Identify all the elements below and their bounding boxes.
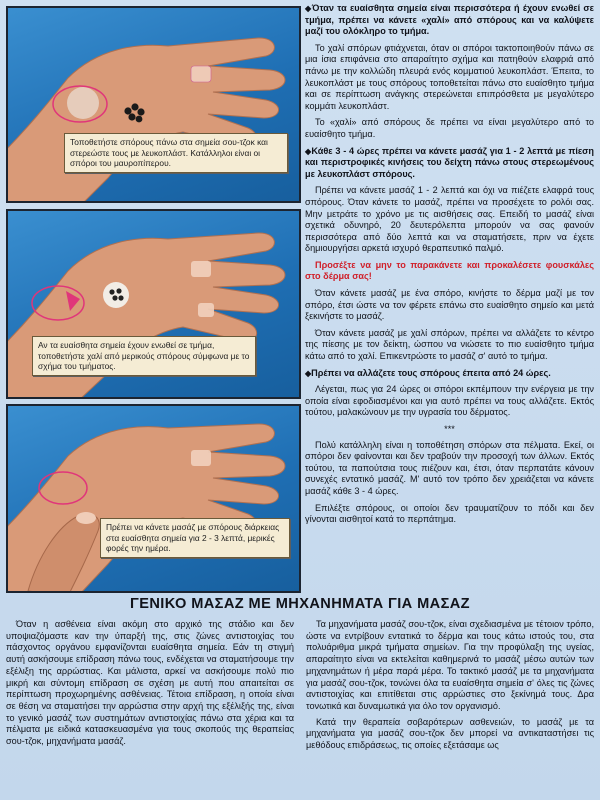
hand-photo-massage xyxy=(6,404,301,593)
paragraph: Όταν κάνετε μασάζ με χαλί σπόρων, πρέπει να αλλάζετε το κέντρο της πίεσης με τον δείκτη, ώσπου να νιώσετε το πιο ευαίσθητο τμήμα κάτω από το χαλί. Επικεντρώστε το μασάζ σ' αυτό το τμήμα. xyxy=(305,327,594,362)
caption-2: Αν τα ευαίσθητα σημεία έχουν ενωθεί σε τμήμα, τοποθετήστε χαλί από μερικούς σπόρους σύμφωνα με το σχήμα του τμήματος. xyxy=(32,336,256,376)
paragraph: Λέγεται, πως για 24 ώρες οι σπόροι εκπέμπουν την ενέργεια με την οποία είναι εφοδιασμένοι και για αυτό πρέπει να τους αλλάζετε. Εκτός τούτου, μαλακώνουν με την υγρασία του δέρματος. xyxy=(305,384,594,418)
hand-illustration-3 xyxy=(8,406,299,591)
bullet-paragraph-3: ◆ Πρέπει να αλλάζετε τους σπόρους έπειτα από 24 ώρες. xyxy=(305,368,594,380)
bottom-left-column xyxy=(6,619,294,752)
caption-3: Πρέπει να κάνετε μασάζ με σπόρους διάρκειας στα ευαίσθητα σημεία για 2 - 3 λεπτά, μερικές φορές την ημέρα. xyxy=(100,518,290,558)
paragraph: Όταν κάνετε μασάζ με ένα σπόρο, κινήστε το δέρμα μαζί με τον σπόρο, έτσι ώστε να τον φέρετε επάνω στο ευαίσθητο σημείο και μετά ξεκινήστε το μασάζ. xyxy=(305,288,594,322)
paragraph: Όταν η ασθένεια είναι ακόμη στο αρχικό της στάδιο και δεν υποψιαζόμαστε καν την ύπαρξή της, στις ζώνες αντιστοιχίας του πάσχοντος οργάνου εμφανίζονται ευαίσθητα σημεία. Εάν τη στιγμή αυτή ασκήσουμε επίδραση πάνω τους, ενδέχεται να σταματήσουμε την εξέλιξη της αρρώστιας. Και μάλιστα, αρκεί να ασκήσουμε πολύ πιο μικρή και σύντομη επίδραση σε σχέση με αυτή που απαιτείται σε περίπτωση προχωρημένης ασθένειας. Τέτοια επίδραση, η οποία είναι σε θέση να σταματήσει την αρρώστια στην αρχή της εξέλιξής της, είναι το γενικό μασάζ των συστημάτων αντιστοιχίας πάνω στα χέρια και τα πέλματα με ειδικά κατασκευασμένα για τους σκοπούς της θεραπείας σου-τζοκ, μηχανήματα μασάζ. xyxy=(6,619,294,747)
bullet-paragraph-1: ◆ Όταν τα ευαίσθητα σημεία είναι περισσότερα ή έχουν ενωθεί σε τμήμα, πρέπει να κάνετε «χαλί» από σπόρους και να καλύψετε μαζί του ολόκληρο το τμήμα. xyxy=(305,3,594,38)
paragraph: Κατά την θεραπεία σοβαρότερων ασθενειών, το μασάζ με τα μηχανήματα για μασάζ σου-τζοκ δεν μπορεί να αντικαταστήσει τις μεθόδους επιδράσεως, τις οποίες εξετάσαμε ως xyxy=(306,716,594,751)
paragraph: Επιλέξτε σπόρους, οι οποίοι δεν τραυματίζουν το πόδι και δεν γίνονται αισθητοί κατά το περπάτημα. xyxy=(305,502,594,525)
fingernail xyxy=(76,512,96,524)
section-headline: ΓΕΝΙΚΟ ΜΑΣΑΖ ΜΕ ΜΗΧΑΝΗΜΑΤΑ ΓΙΑ ΜΑΣΑΖ xyxy=(130,596,470,612)
hand-photo-seeds xyxy=(6,6,301,203)
caption-1: Τοποθετήστε σπόρους πάνω στα σημεία σου-τζοκ και στερεώστε τους με λευκοπλάστ. Κατάλληλοι είναι οι σπόροι του μαυροπίπερου. xyxy=(64,133,288,173)
tape-patch xyxy=(67,87,99,119)
separator: *** xyxy=(444,424,455,434)
bottom-right-column xyxy=(306,619,594,756)
paragraph: Το χαλί σπόρων φτιάχνεται, όταν οι σπόροι τακτοποιηθούν πάνω σε μια ίσια επιφάνεια στο απαραίτητο σχήμα και πατηθούν ελαφριά από πάνω με την κολλώδη πλευρά ενός κομματιού λευκοπλάστ. Έπειτα, το λευκοπλάστ με τους σπόρους τοποθετείται πάνω στο ευαίσθητο τμήμα και σε περίπτωση ανάγκης στερεώνεται επιπρόσθετα με μεγαλύτερο κομμάτι λευκοπλάστ. xyxy=(305,42,594,111)
paragraph: Πολύ κατάλληλη είναι η τοποθέτηση σπόρων στα πέλματα. Εκεί, οι σπόροι δεν φαίνονται και δεν τραβούν την προσοχή των άλλων. Εκτός τούτου, τα παπούτσια τους πιέζουν και, έτσι, όταν περπατάτε κάνουν συνεχές εντατικό μασάζ. Μ' αυτό τον τρόπο δεν χρειάζεται να κάνετε μασάζ κάθε 3 - 4 ώρες. xyxy=(305,439,594,496)
right-column-text xyxy=(305,3,594,531)
paragraph: Τα μηχανήματα μασάζ σου-τζοκ, είναι σχεδιασμένα με τέτοιον τρόπο, ώστε να εντρίβουν εντατικά το δέρμα και τους κάτω ιστούς του, στα πολυάριθμα μικρά τμήματα σημείων. Για την προφύλαξη της υγείας, απαραίτητο είναι να εκτελείται καθημερινά το μασάζ μέσω αυτών των μηχανημάτων ή μέρα παρά μέρα. Το τακτικό μασάζ με τα μηχανήματα για μασάζ σου-τζοκ, τονώνει όλα τα ευαίσθητα σημεία σ' όλες τις ζώνες αντιστοιχίας και επιτίθεται στις αρρώστιες στο ξεκίνημά τους. Δρα τονωτικά και δυναμωτικά για όλο τον οργανισμό. xyxy=(306,619,594,711)
paragraph: Το «χαλί» από σπόρους δε πρέπει να είναι μεγαλύτερο από το ευαίσθητο τμήμα. xyxy=(305,117,594,139)
seed-carpet-tape-icon xyxy=(103,282,129,308)
bullet-paragraph-2: ◆ Κάθε 3 - 4 ώρες πρέπει να κάνετε μασάζ για 1 - 2 λεπτά με πίεση και περιστροφικές κινήσεις του δείχτη πάνω στους στερεωμένους με λευκοπλάστ σπόρους. xyxy=(305,146,594,181)
warning-text: Προσέξτε να μην το παρακάνετε και προκαλέσετε φουσκάλες στο δέρμα σας! xyxy=(305,259,594,282)
paragraph: Πρέπει να κάνετε μασάζ 1 - 2 λεπτά και όχι να πιέζετε ελαφρά τους σπόρους. Όταν κάνετε το μασάζ, πρέπει να προσέχετε το ρολόι σας. Μην μετράτε το χρόνο με τις αισθήσεις σας. Επειδή το μασάζ είναι σχετικά οδυνηρό, 20 δευτερόλεπτα μπορούν να σας φανούν περισσότερα από δύο λεπτά και να σταματήσετε, πριν να έχετε δημιουργήσει αρκετά ισχυρό θεραπευτικό παλμό. xyxy=(305,185,594,254)
hand-photo-carpet xyxy=(6,209,301,399)
